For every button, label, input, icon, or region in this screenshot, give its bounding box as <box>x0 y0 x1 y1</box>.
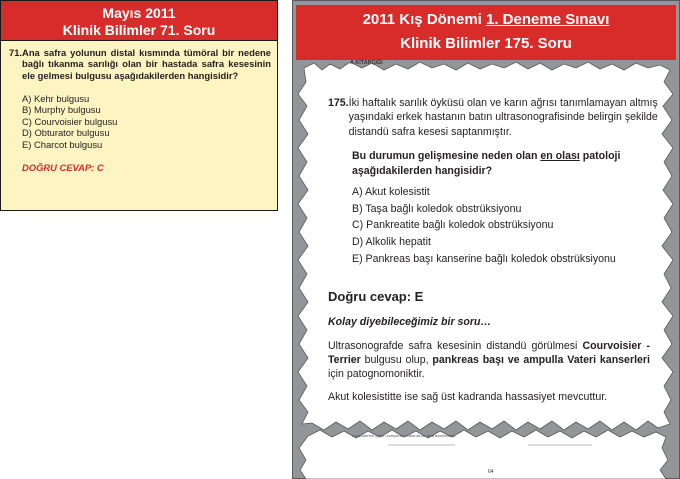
right-question-text: İki haftalık sarılık öyküsü olan ve karın ağrısı tanımlamayan altmış yaşındaki erkek hastanın batın ultrasonografisinde belirgin şekilde distandü safra kesesi saptanmıştır. <box>348 97 658 138</box>
page-number: 64 <box>488 469 494 475</box>
right-option-d: D) Alkolik hepatit <box>352 236 431 249</box>
left-option-a: A) Kehr bulgusu <box>22 92 90 104</box>
right-question-number: 175. <box>328 97 349 109</box>
left-question-card <box>0 0 278 211</box>
left-question-number: 71. <box>9 47 23 58</box>
explanation-cancers: pankreas başı ve ampulla Vateri kanserleri <box>432 354 650 367</box>
right-question-ask <box>328 149 673 178</box>
explanation-part-3: bulgusu olup, <box>360 354 433 367</box>
left-option-d: D) Obturator bulgusu <box>22 127 110 139</box>
left-options <box>9 93 271 150</box>
right-header-title: Klinik Bilimler 175. Soru <box>400 35 572 52</box>
booklet-label: A KİTAPÇIĞI <box>350 60 383 66</box>
right-header-exam-name: 1. Deneme Sınavı <box>486 11 610 28</box>
explanation-part-1: Ultrasonografde safra kesesinin distandü görülmesi <box>328 340 583 352</box>
explanation-paragraph <box>328 339 650 382</box>
right-question <box>328 96 673 268</box>
ask-text-start: Bu durumun gelişmesine neden olan <box>352 150 541 163</box>
right-option-a: A) Akut kolesistit <box>352 186 430 199</box>
explanation-sign-name: Courvoisier - Terrier <box>328 340 651 367</box>
right-question-stem <box>328 96 673 139</box>
right-question-panel <box>292 0 680 479</box>
left-question-text: Ana safra yolunun distal kısmında tümöral bir nedene bağlı tıkanma sarılığı olan bir hastada safra kesesinin ele gelmesi bulgusu aşağıdakilerden hangisidir? <box>22 47 271 81</box>
left-card-header <box>1 1 277 41</box>
footer-fine-print: komputerleri işlerin kompleks kodlarda da dearlenmektedir. <box>352 433 457 438</box>
explanation-paragraph-2: Akut kolesistitte ise sağ üst kadranda hassasiyet mevcuttur. <box>328 391 608 403</box>
right-correct-answer: Doğru cevap: E <box>328 289 424 304</box>
right-header-prefix: 2011 Kış Dönemi <box>362 11 486 28</box>
right-options <box>328 184 673 268</box>
left-option-c: C) Courvoisier bulgusu <box>22 115 118 127</box>
commentary-title: Kolay diyebileceğimiz bir soru… <box>328 316 492 328</box>
left-card-body <box>1 41 277 173</box>
ask-text-end: patoloji aşağıdakilerden hangisidir? <box>352 150 621 177</box>
right-option-b: B) Taşa bağlı koledok obstrüksiyonu <box>352 202 522 215</box>
left-question <box>9 47 271 81</box>
ask-emphasis: en olası <box>540 150 580 163</box>
left-header-date: Mayıs 2011 <box>102 5 176 21</box>
left-correct-answer: DOĞRU CEVAP: C <box>22 161 104 173</box>
left-option-e: E) Charcot bulgusu <box>22 138 103 150</box>
right-option-c: C) Pankreatite bağlı koledok obstrüksiyonu <box>352 219 554 232</box>
explanation-part-5: için patognomoniktir. <box>328 368 425 381</box>
left-header-title: Klinik Bilimler 71. Soru <box>62 22 216 38</box>
left-option-b: B) Murphy bulgusu <box>22 104 101 116</box>
right-option-e: E) Pankreas başı kanserine bağlı koledok obstrüksiyonu <box>352 252 616 265</box>
